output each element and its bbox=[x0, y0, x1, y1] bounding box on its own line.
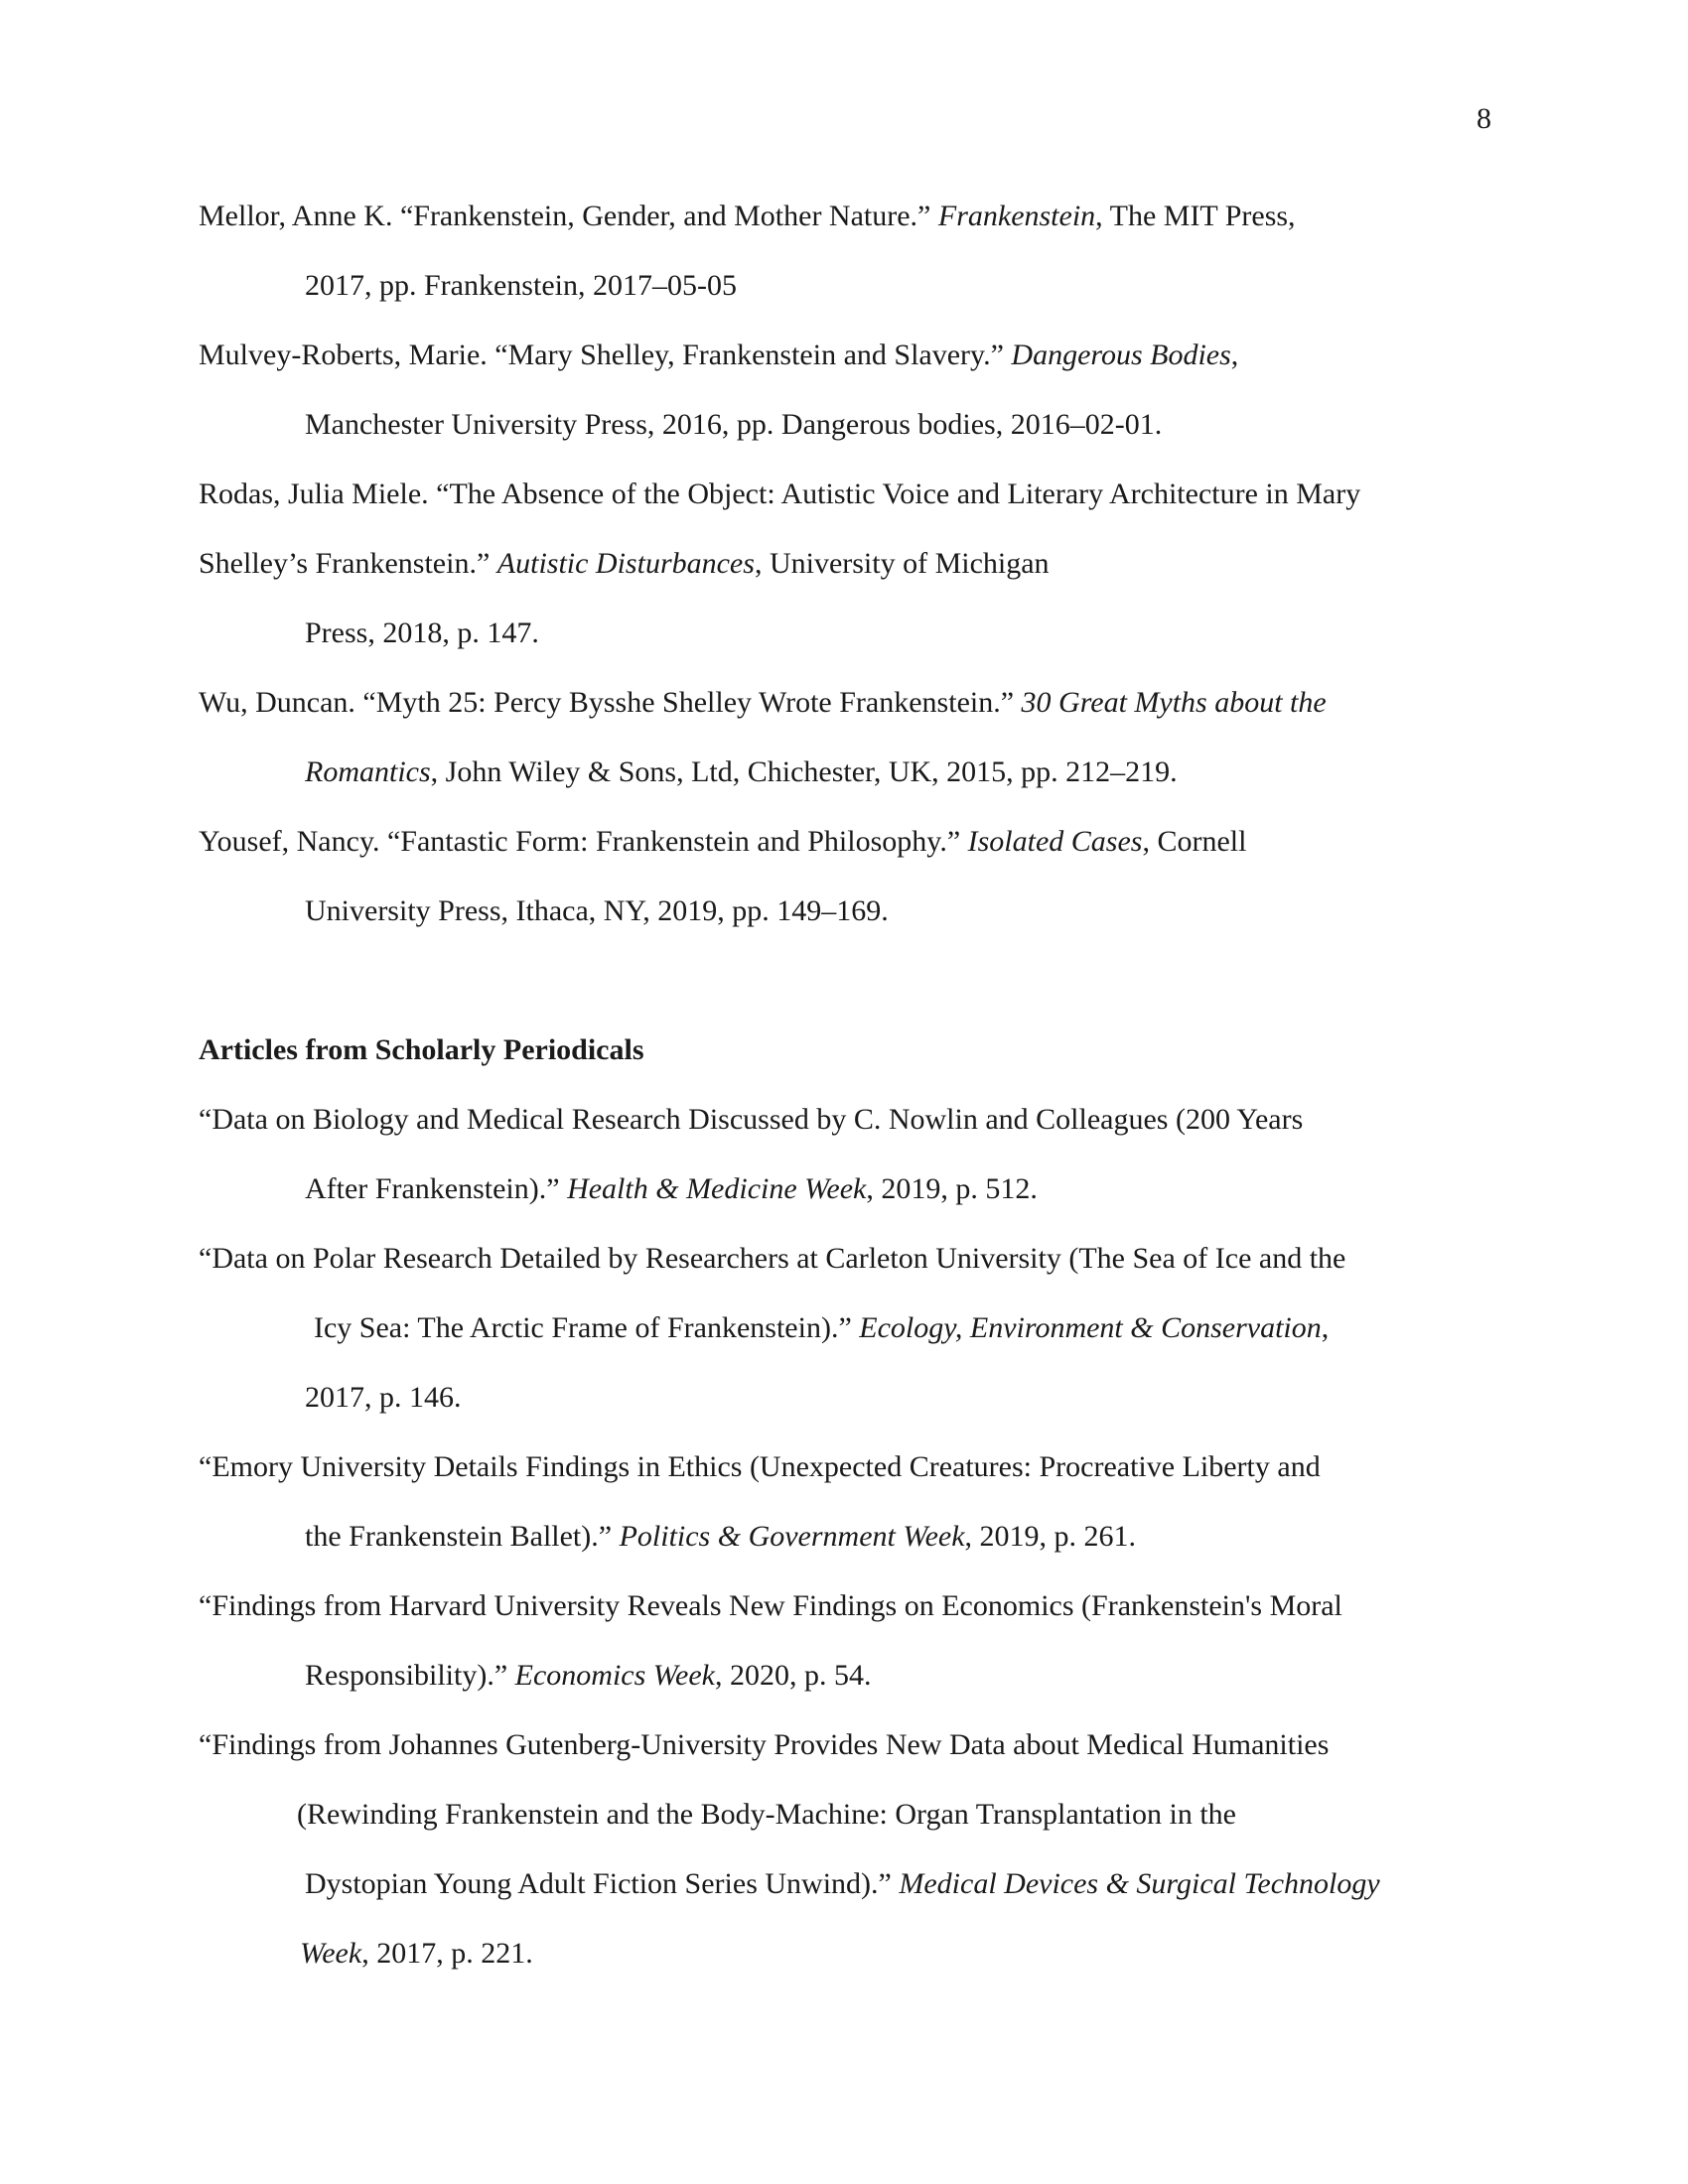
citation-gutenberg-line-1: “Findings from Johannes Gutenberg-University Provides New Data about Medical Humanities bbox=[199, 1728, 1330, 1761]
citation-text: , Cornell bbox=[1142, 825, 1247, 858]
citation-title: 30 Great Myths about the bbox=[1021, 686, 1327, 719]
citation-title: Autistic Disturbances bbox=[496, 547, 755, 580]
citation-gutenberg-line-3 bbox=[305, 1866, 1380, 1902]
citation-emory-line-1: “Emory University Details Findings in Ethics (Unexpected Creatures: Procreative Liberty and bbox=[199, 1450, 1321, 1483]
citation-gutenberg-line-4 bbox=[300, 1936, 533, 1972]
citation-text: Shelley’s Frankenstein.” bbox=[199, 547, 497, 580]
citation-harvard-line-1: “Findings from Harvard University Reveals New Findings on Economics (Frankenstein's Moral bbox=[199, 1589, 1342, 1622]
citation-text: Dystopian Young Adult Fiction Series Unwind).” bbox=[305, 1867, 900, 1900]
citation-title: Week bbox=[300, 1937, 362, 1970]
citation-text: After Frankenstein).” bbox=[305, 1172, 568, 1205]
citation-polar-line-1: “Data on Polar Research Detailed by Researchers at Carleton University (The Sea of Ice and the bbox=[199, 1242, 1346, 1275]
citation-rodas-line-3: Press, 2018, p. 147. bbox=[305, 616, 539, 649]
citation-text: the Frankenstein Ballet).” bbox=[305, 1520, 620, 1553]
citation-title: Frankenstein bbox=[937, 200, 1096, 232]
citation-text: , University of Michigan bbox=[754, 547, 1050, 580]
page-number: 8 bbox=[1477, 102, 1491, 135]
citation-text: Wu, Duncan. “Myth 25: Percy Bysshe Shelley Wrote Frankenstein.” bbox=[199, 686, 1022, 719]
citation-rodas-line-1: Rodas, Julia Miele. “The Absence of the Object: Autistic Voice and Literary Architecture in Mary bbox=[199, 478, 1361, 510]
citation-title: Romantics bbox=[305, 755, 431, 788]
citation-title: Economics Week bbox=[514, 1659, 715, 1692]
citation-text: , John Wiley & Sons, Ltd, Chichester, UK, 2015, pp. 212–219. bbox=[430, 755, 1178, 788]
citation-text: Responsibility).” bbox=[305, 1659, 515, 1692]
citation-text: Mellor, Anne K. “Frankenstein, Gender, and Mother Nature.” bbox=[199, 200, 938, 232]
citation-title: Politics & Government Week bbox=[619, 1520, 965, 1553]
citation-biology-line-1: “Data on Biology and Medical Research Discussed by C. Nowlin and Colleagues (200 Years bbox=[199, 1103, 1304, 1136]
citation-text: Yousef, Nancy. “Fantastic Form: Frankenstein and Philosophy.” bbox=[199, 825, 968, 858]
citation-mulvey-line-1 bbox=[199, 338, 1238, 373]
citation-text: , 2019, p. 261. bbox=[964, 1520, 1137, 1553]
citation-mellor-line-1 bbox=[199, 199, 1296, 234]
citation-mulvey-line-2: Manchester University Press, 2016, pp. Dangerous bodies, 2016–02-01. bbox=[305, 408, 1163, 441]
citation-yousef-line-1 bbox=[199, 824, 1246, 860]
citation-text: , bbox=[1230, 339, 1239, 371]
citation-title: Medical Devices & Surgical Technology bbox=[899, 1867, 1380, 1900]
citation-wu-line-1 bbox=[199, 685, 1327, 721]
citation-text: , bbox=[1321, 1311, 1330, 1344]
citation-title: Health & Medicine Week bbox=[567, 1172, 867, 1205]
citation-text: , 2020, p. 54. bbox=[714, 1659, 872, 1692]
citation-gutenberg-line-2: (Rewinding Frankenstein and the Body-Machine: Organ Transplantation in the bbox=[297, 1798, 1236, 1831]
citation-text: , 2019, p. 512. bbox=[866, 1172, 1038, 1205]
citation-wu-line-2 bbox=[305, 754, 1178, 790]
citation-harvard-line-2 bbox=[305, 1658, 871, 1694]
citation-text: , The MIT Press, bbox=[1095, 200, 1296, 232]
citation-mellor-line-2: 2017, pp. Frankenstein, 2017–05-05 bbox=[305, 269, 737, 302]
citation-biology-line-2 bbox=[305, 1171, 1038, 1207]
citation-title: Isolated Cases bbox=[967, 825, 1143, 858]
citation-rodas-line-2 bbox=[199, 546, 1050, 582]
citation-text: , 2017, p. 221. bbox=[361, 1937, 533, 1970]
citation-title: Ecology, Environment & Conservation bbox=[859, 1311, 1322, 1344]
citation-polar-line-2 bbox=[314, 1310, 1329, 1346]
section-heading: Articles from Scholarly Periodicals bbox=[199, 1033, 644, 1066]
citation-polar-line-3: 2017, p. 146. bbox=[305, 1381, 462, 1414]
citation-text: Mulvey-Roberts, Marie. “Mary Shelley, Frankenstein and Slavery.” bbox=[199, 339, 1012, 371]
citation-text: Icy Sea: The Arctic Frame of Frankenstein).” bbox=[314, 1311, 860, 1344]
citation-yousef-line-2: University Press, Ithaca, NY, 2019, pp. 149–169. bbox=[305, 894, 889, 927]
citation-emory-line-2 bbox=[305, 1519, 1136, 1555]
citation-title: Dangerous Bodies bbox=[1011, 339, 1231, 371]
